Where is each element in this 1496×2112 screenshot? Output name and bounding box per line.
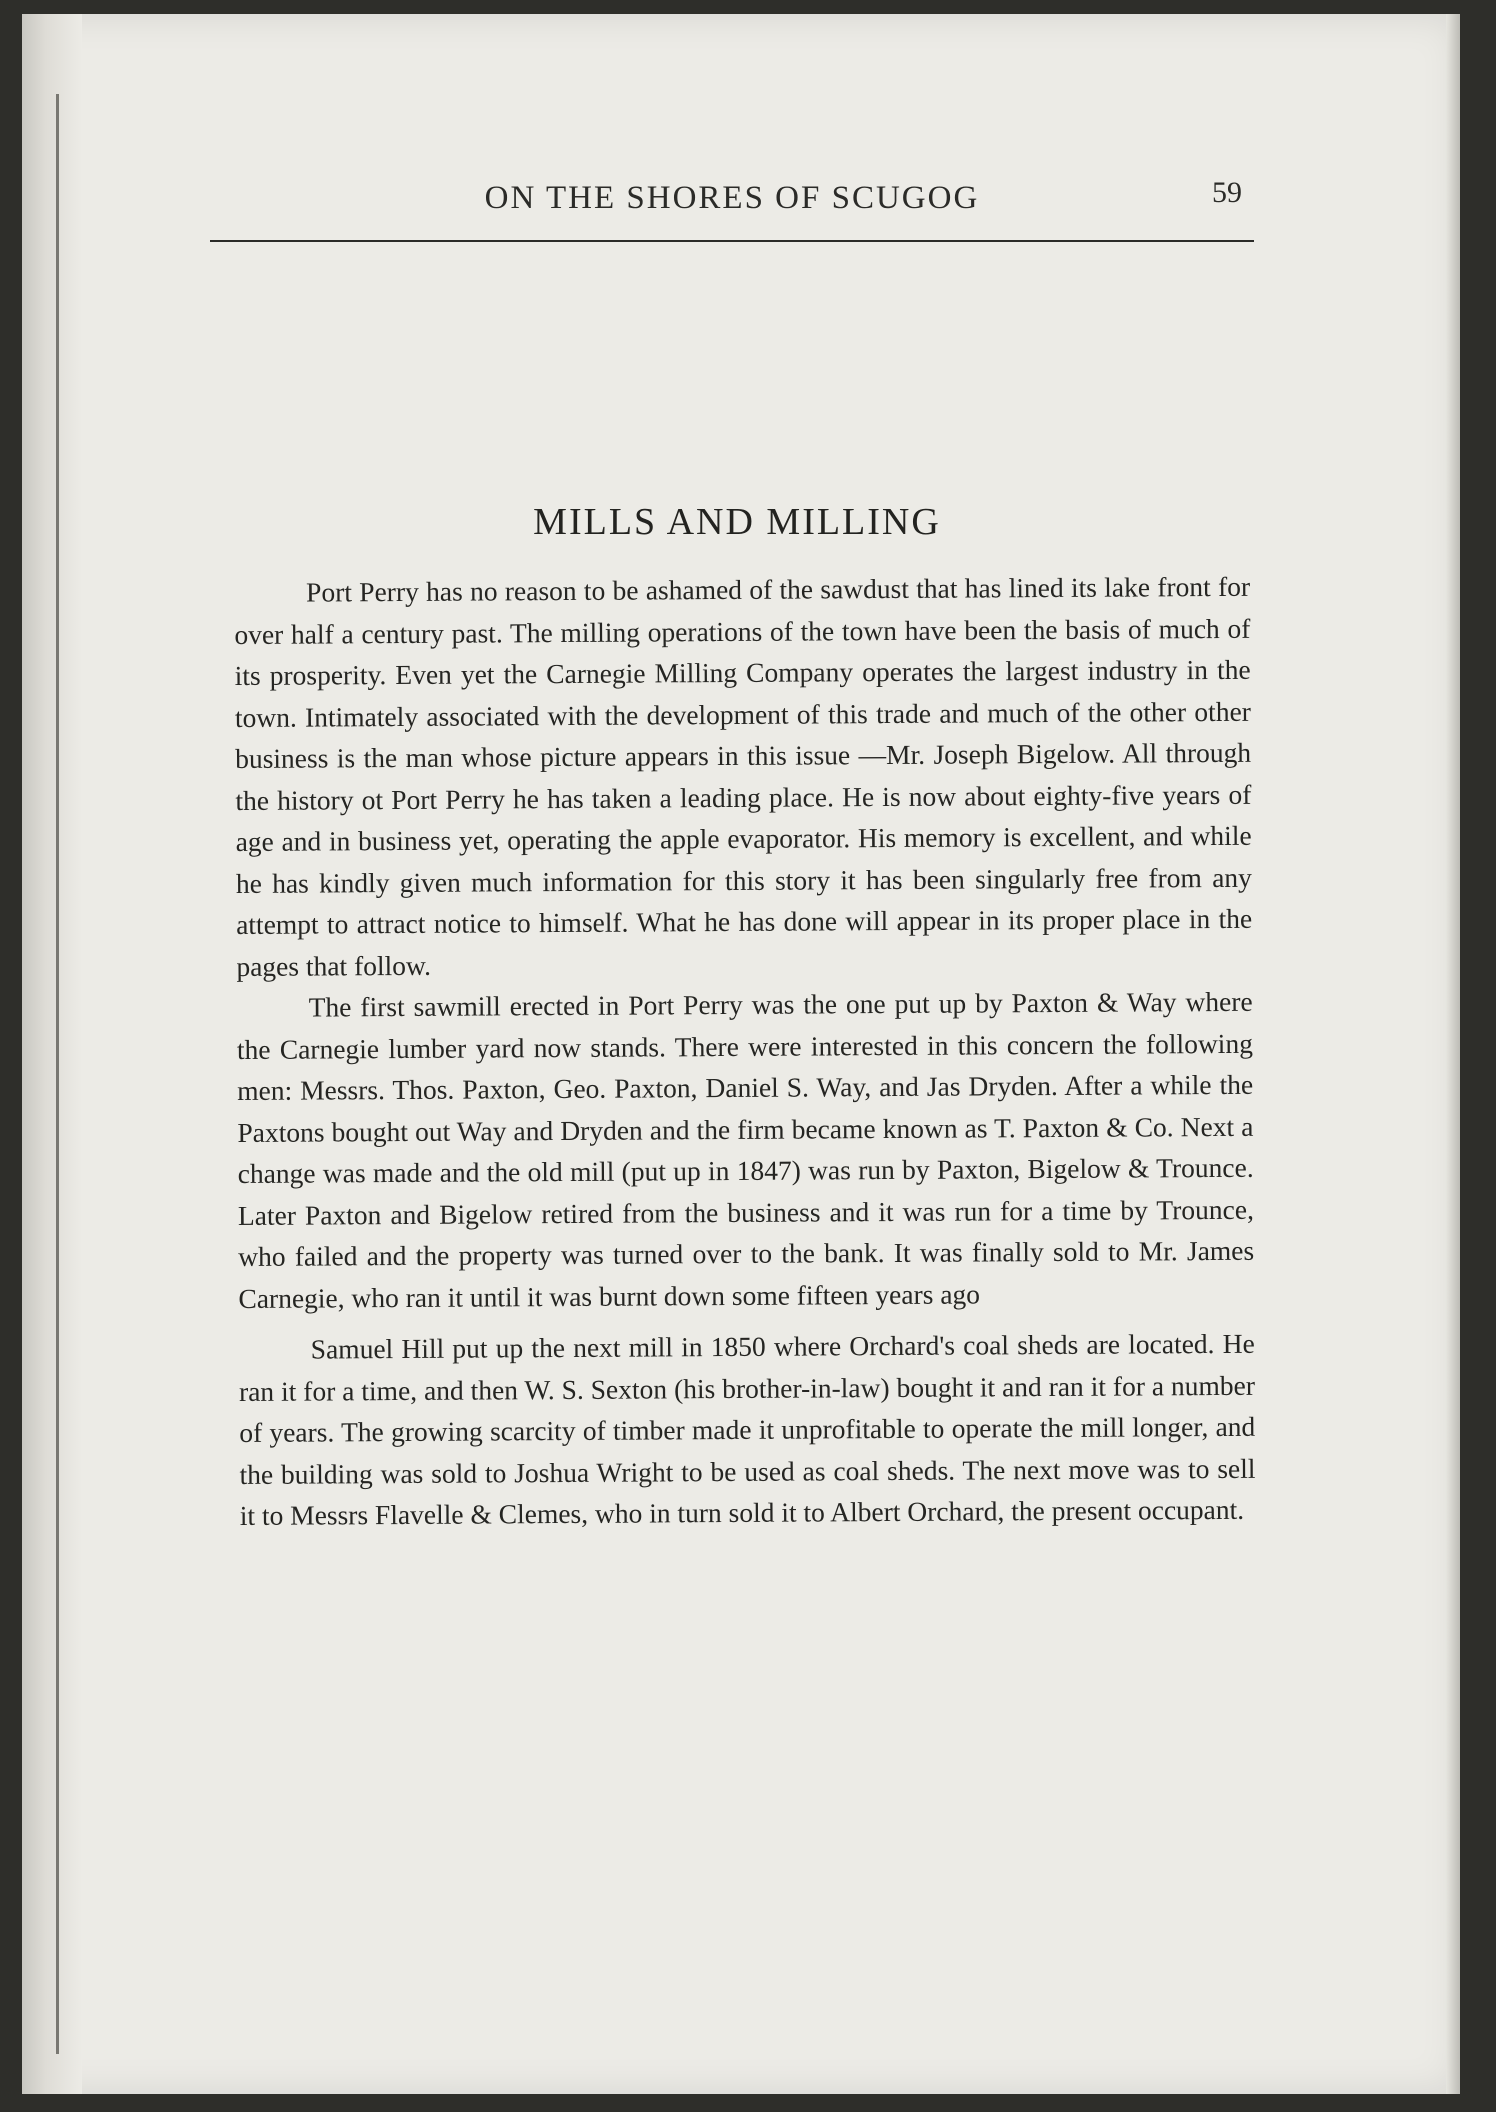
binding-line — [56, 94, 59, 2054]
paragraph: Samuel Hill put up the next mill in 1850 where Orchard's coal sheds are located. He ran it for a time, and then W. S. Sexton (his brother-in-law) bought it and ran it for a number of years. The growing scarcity of timber made it unprofitable to operate the mill longer, and the building was sold to Joshua Wright to be used as coal sheds. The next move was to sell it to Messrs Flavelle & Clemes, who in turn sold it to Albert Orchard, the present occupant. — [238, 1327, 1256, 1531]
page-edge — [1446, 14, 1460, 2094]
page-gutter — [22, 14, 82, 2094]
chapter-title: MILLS AND MILLING — [533, 501, 941, 543]
paragraph: Port Perry has no reason to be ashamed of the sawdust that has lined its lake front for over half a century past. The milling operations of the town have been the basis of much of its prosperity. Even yet the Carnegie Milling Company operates the largest industry in the town. Intimately associated with the development of this trade and much of the other other business is the man whose picture appears in this issue —Mr. Joseph Bigelow. All through the history ot Port Perry he has taken a leading place. He is now about eighty-five years of age and in business yet, operating the apple evaporator. His memory is excellent, and while he has kindly given much information for this story it has been singularly free from any attempt to attract notice to himself. What he has done will appear in its proper place in the pages that follow. — [234, 570, 1253, 982]
running-head-title: ON THE SHORES OF SCUGOG — [484, 180, 980, 216]
page-number: 59 — [1212, 176, 1242, 209]
running-head — [210, 176, 1254, 246]
paragraph: The first sawmill erected in Port Perry was the one put up by Paxton & Way where the Carnegie lumber yard now stands. There were interested in this concern the following men: Messrs. Thos. Paxton, Geo. Paxton, Daniel S. Way, and Jas Dryden. After a while the Paxtons bought out Way and Dryden and the firm became known as T. Paxton & Co. Next a change was made and the old mill (put up in 1847) was run by Paxton, Bigelow & Trounce. Later Paxton and Bigelow retired from the business and it was run for a time by Trounce, who failed and the property was turned over to the bank. It was finally sold to Mr. James Carnegie, who ran it until it was burnt down some fifteen years ago — [236, 985, 1255, 1314]
header-rule — [210, 240, 1254, 242]
body-text — [234, 566, 1256, 1537]
